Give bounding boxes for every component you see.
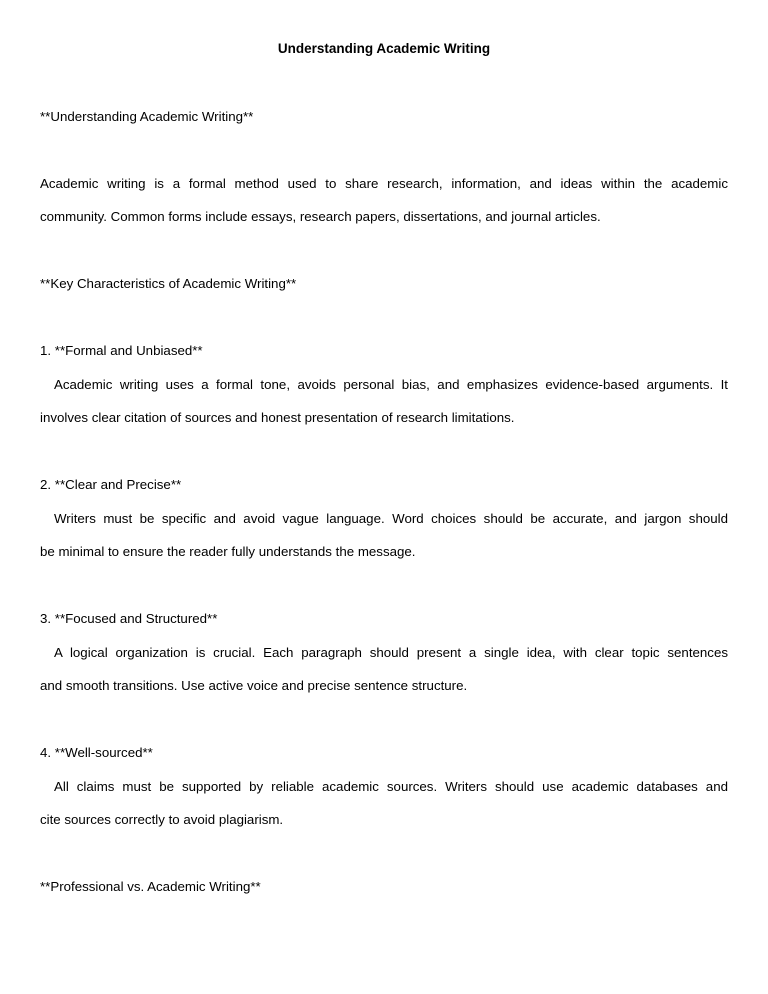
item-2-line-1: Writers must be specific and avoid vague language. Word choices should be accurate, and jargon should — [54, 511, 728, 526]
item-2-line-2: be minimal to ensure the reader fully understands the message. — [40, 544, 416, 559]
item-heading-1: 1. **Formal and Unbiased** — [40, 343, 203, 358]
item-4-line-1: All claims must be supported by reliable academic sources. Writers should use academic databases and — [54, 779, 728, 794]
section-heading-characteristics: **Key Characteristics of Academic Writing** — [40, 276, 297, 291]
document-title: Understanding Academic Writing — [277, 41, 491, 56]
item-1-line-1: Academic writing uses a formal tone, avoids personal bias, and emphasizes evidence-based arguments. It — [54, 377, 728, 392]
section-heading-main: **Understanding Academic Writing** — [40, 109, 254, 124]
item-3-line-1: A logical organization is crucial. Each paragraph should present a single idea, with clear topic sentences — [54, 645, 728, 660]
item-heading-3: 3. **Focused and Structured** — [40, 611, 218, 626]
item-heading-2: 2. **Clear and Precise** — [40, 477, 182, 492]
intro-line-1: Academic writing is a formal method used to share research, information, and ideas within the academic — [40, 176, 728, 191]
item-1-line-2: involves clear citation of sources and honest presentation of research limitations. — [40, 410, 515, 425]
item-heading-4: 4. **Well-sourced** — [40, 745, 153, 760]
section-heading-professional: **Professional vs. Academic Writing** — [40, 879, 261, 894]
intro-line-2: community. Common forms include essays, research papers, dissertations, and journal articles. — [40, 209, 601, 224]
item-4-line-2: cite sources correctly to avoid plagiarism. — [40, 812, 284, 827]
item-3-line-2: and smooth transitions. Use active voice and precise sentence structure. — [40, 678, 468, 693]
